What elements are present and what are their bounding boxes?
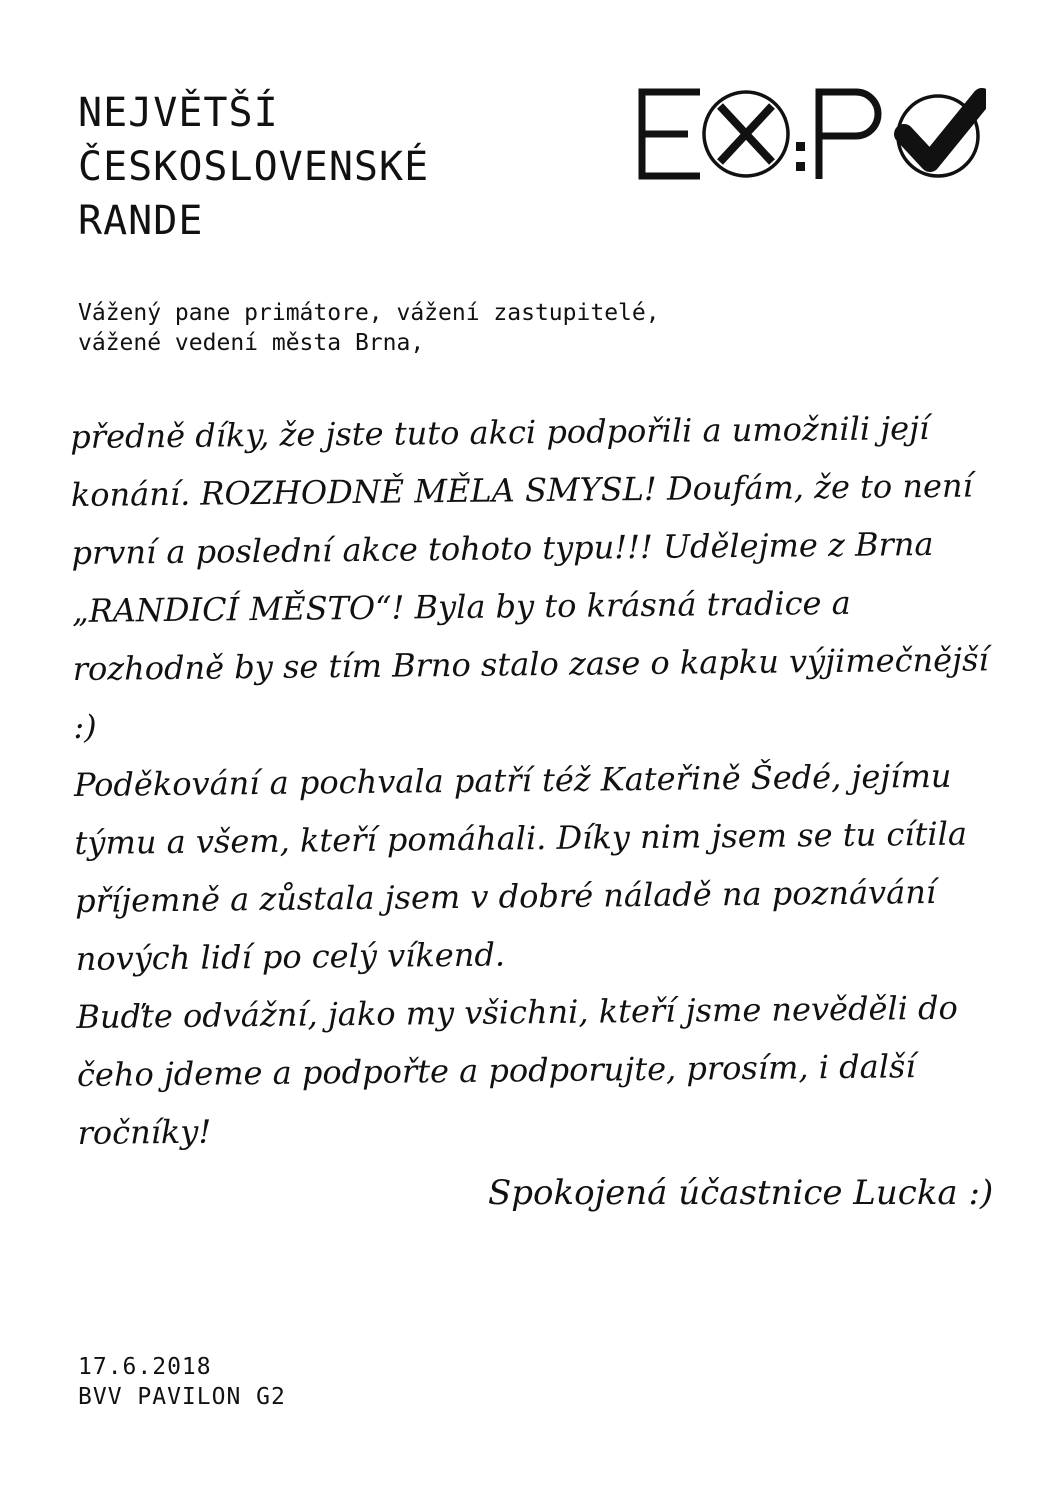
expo-logo (636, 84, 986, 184)
letter-paragraph-1: předně díky, že jste tuto akci podpořili a umožnili její konání. ROZHODNĚ MĚLA SMYSL! Doufám, že to není první a poslední akce tohoto typu!!! Udělejme z Brna „RANDICÍ MĚSTO“! Byla by to krásná tradice a rozhodně by se tím Brno stalo zase o kapku výjimečnější :) (70, 409, 989, 746)
event-title (78, 86, 429, 248)
check-icon (898, 96, 982, 176)
letter-paragraph-3: Buďte odvážní, jako my všichni, kteří jsme nevěděli do čeho jdeme a podpořte a podporujte, prosím, i další ročníky! (76, 988, 958, 1152)
letter-paragraph-2: Poděkování a pochvala patří též Kateřině Šedé, jejímu týmu a všem, kteří pomáhali. Díky nim jsem se tu cítila příjemně a zůstala jsem v dobré náladě na poznávání nových lidí po celý víkend. (73, 756, 968, 978)
logo-x-circle (704, 92, 788, 176)
event-title-line-1: NEJVĚTŠÍ (78, 90, 279, 136)
event-title-line-2: ČESKOSLOVENSKÉ (78, 144, 430, 190)
letter-signature: Spokojená účastnice Lucka :) (488, 1173, 994, 1213)
logo-letter-e (642, 92, 700, 176)
footer (78, 1352, 286, 1412)
salutation-line-2: vážené vedení města Brna, (78, 330, 425, 356)
event-title-line-3: RANDE (78, 198, 204, 244)
handwritten-letter (70, 398, 1018, 1162)
salutation (78, 298, 660, 358)
logo-colon (796, 142, 805, 171)
salutation-line-1: Vážený pane primátore, vážení zastupitelé, (78, 300, 660, 326)
footer-venue: BVV PAVILON G2 (78, 1384, 286, 1410)
footer-date: 17.6.2018 (78, 1354, 212, 1380)
logo-letter-p (819, 92, 878, 179)
